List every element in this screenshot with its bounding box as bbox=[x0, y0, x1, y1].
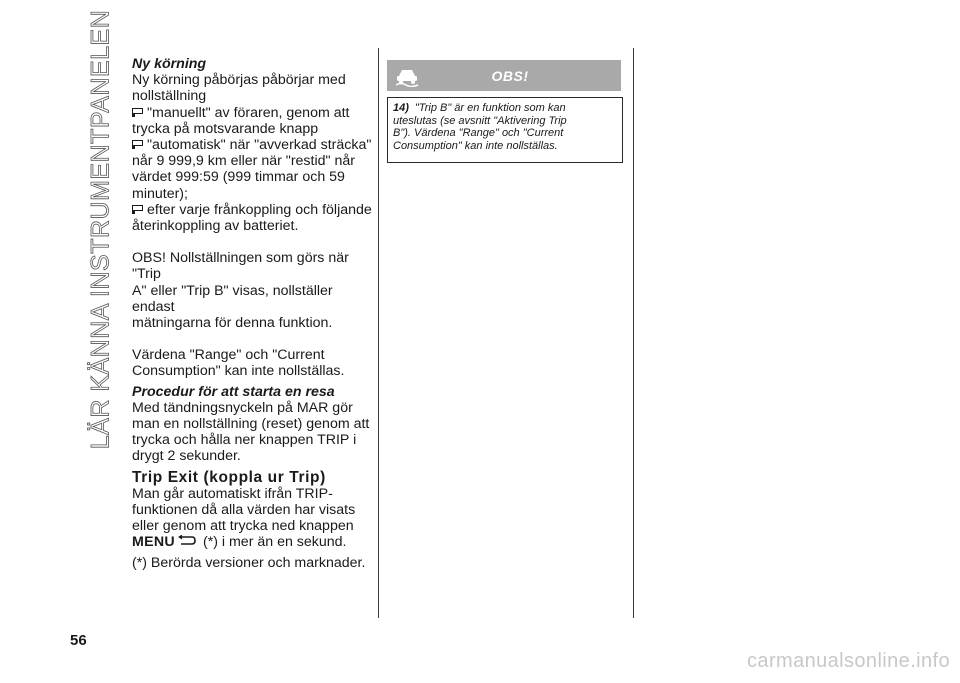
warning-car-icon bbox=[393, 65, 421, 87]
text-line: återinkoppling av batteriet. bbox=[132, 218, 299, 235]
text-line: Consumption" kan inte nollställas. bbox=[132, 363, 345, 380]
text-line: värdet 999:59 (999 timmar och 59 bbox=[132, 169, 345, 186]
bullet-icon bbox=[132, 140, 143, 149]
heading-procedur: Procedur för att starta en resa bbox=[132, 383, 335, 400]
text-line: man en nollställning (reset) genom att bbox=[132, 416, 370, 433]
text-line: nollställning bbox=[132, 88, 207, 105]
heading-trip-exit: Trip Exit (koppla ur Trip) bbox=[132, 468, 326, 486]
left-text-column bbox=[132, 56, 372, 571]
text-line: Man går automatiskt ifrån TRIP- bbox=[132, 485, 333, 502]
bullet-icon bbox=[132, 205, 143, 214]
watermark: carmanualsonline.info bbox=[747, 650, 950, 672]
text-line: OBS! Nollställningen som görs när "Trip bbox=[132, 250, 349, 283]
column-divider bbox=[633, 48, 634, 618]
text-line: drygt 2 sekunder. bbox=[132, 448, 241, 465]
note-number: 14) bbox=[393, 102, 409, 114]
text-line: mätningarna för denna funktion. bbox=[132, 315, 333, 332]
heading-ny-korning: Ny körning bbox=[132, 56, 207, 72]
menu-return-icon bbox=[177, 535, 197, 547]
obs-title: OBS! bbox=[491, 67, 529, 84]
note-line: uteslutas (se avsnitt "Aktivering Trip bbox=[393, 114, 567, 127]
text-line: Ny körning påbörjas påbörjar med bbox=[132, 72, 346, 89]
text-line: trycka på motsvarande knapp bbox=[132, 120, 319, 137]
menu-key-label: MENU bbox=[132, 534, 175, 551]
bullet-item: efter varje frånkoppling och följande bbox=[132, 202, 372, 218]
text-line: Med tändningsnyckeln på MAR gör bbox=[132, 399, 353, 416]
note-line: 14) "Trip B" är en funktion som kan bbox=[393, 102, 566, 114]
footnote-text: (*) Berörda versioner och marknader. bbox=[132, 554, 366, 571]
section-side-title-text: LÄR KÄNNA INSTRUMENTPANELEN bbox=[86, 9, 115, 450]
note-line: B"). Värdena "Range" och "Current bbox=[393, 127, 564, 140]
text-line: eller genom att trycka ned knappen bbox=[132, 518, 354, 535]
text-line: funktionen då alla värden har visats bbox=[132, 502, 356, 519]
obs-note-box bbox=[387, 97, 623, 163]
bullet-item: "automatisk" när "avverkad sträcka" bbox=[132, 137, 372, 153]
bullet-item: "manuellt" av föraren, genom att bbox=[132, 105, 372, 121]
page-number: 56 bbox=[70, 632, 87, 649]
column-divider bbox=[378, 48, 379, 618]
text-line: A" eller "Trip B" visas, nollställer endast bbox=[132, 282, 333, 315]
note-line: Consumption" kan inte nollställas. bbox=[393, 139, 558, 152]
obs-header bbox=[387, 60, 621, 91]
text-line: trycka och hålla ner knappen TRIP i bbox=[132, 432, 357, 449]
menu-line: MENU (*) i mer än en sekund. bbox=[132, 534, 347, 551]
section-side-title bbox=[86, 9, 116, 450]
text-line: når 9 999,9 km eller när "restid" når bbox=[132, 153, 355, 170]
bullet-icon bbox=[132, 108, 143, 117]
text-line: Värdena "Range" och "Current bbox=[132, 347, 325, 364]
text-line: minuter); bbox=[132, 185, 188, 202]
